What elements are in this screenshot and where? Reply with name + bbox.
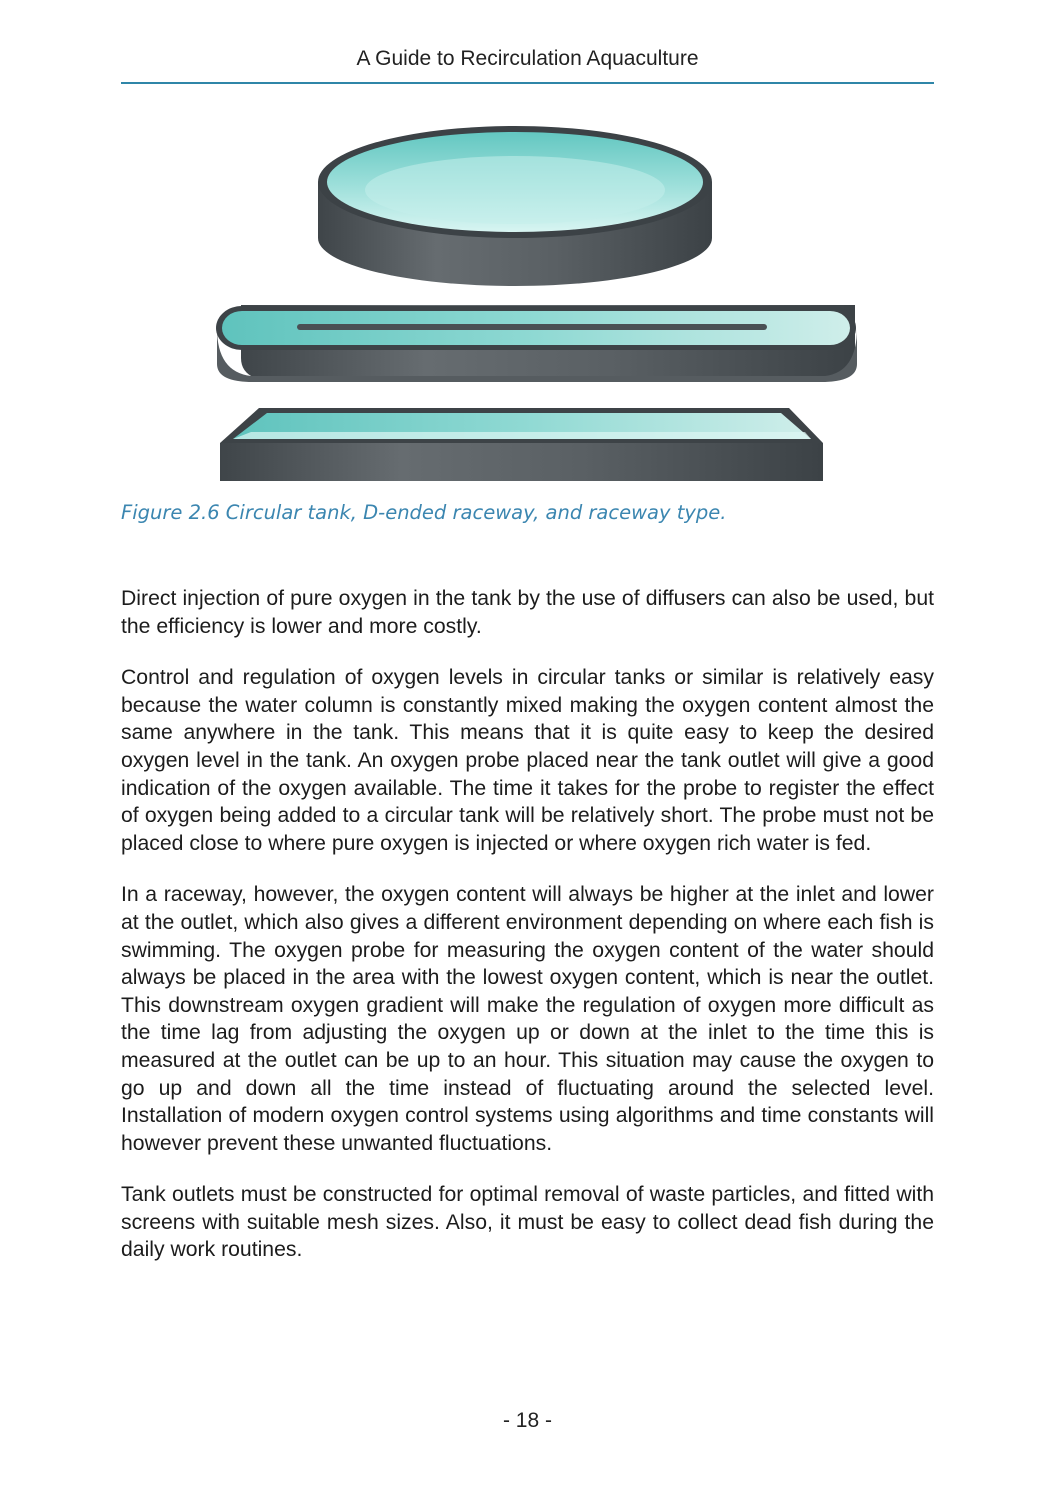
running-header (121, 44, 934, 84)
raceway (220, 408, 823, 481)
circular-tank (318, 126, 712, 286)
paragraph: Control and regulation of oxygen levels in circular tanks or similar is relatively easy because the water column is constantly mixed making the oxygen content almost the same anywhere in the tank. This means that it is quite easy to keep the desired oxygen level in the tank. An oxygen probe placed near the tank outlet will give a good indication of the oxygen available. The time it takes for the probe to register the effect of oxygen being added to a circular tank will be relatively short. The probe must not be placed close to where pure oxygen is injected or where oxygen rich water is fed. (121, 666, 934, 855)
figure-tanks (121, 110, 934, 490)
paragraph: Direct injection of pure oxygen in the tank by the use of diffusers can also be used, but the efficiency is lower and more costly. (121, 587, 934, 638)
header-title: A Guide to Recirculation Aquaculture (356, 47, 699, 70)
tanks-illustration (121, 110, 934, 490)
page-number: - 18 - (502, 1409, 552, 1432)
body-text (121, 585, 934, 1288)
paragraph: Tank outlets must be constructed for optimal removal of waste particles, and fitted with screens with suitable mesh sizes. Also, it must be easy to collect dead fish during the daily work routines. (121, 1183, 934, 1262)
paragraph: In a raceway, however, the oxygen content will always be higher at the inlet and lower at the outlet, which also gives a different environment depending on where each fish is swimming. The oxygen probe for measuring the oxygen content of the water should always be placed in the area with the lowest oxygen content, which is near the outlet. This downstream oxygen gradient will make the regulation of oxygen more difficult as the time lag from adjusting the oxygen up or down at the inlet to the time this is measured at the outlet can be up to an hour. This situation may cause the oxygen to go up and down all the time instead of fluctuating around the selected level. Installation of modern oxygen control systems using algorithms and time constants will however prevent these unwanted fluctuations. (121, 883, 934, 1155)
d-ended-raceway (216, 305, 857, 382)
figure-caption: Figure 2.6 Circular tank, D-ended raceway, and raceway type. (121, 501, 727, 524)
